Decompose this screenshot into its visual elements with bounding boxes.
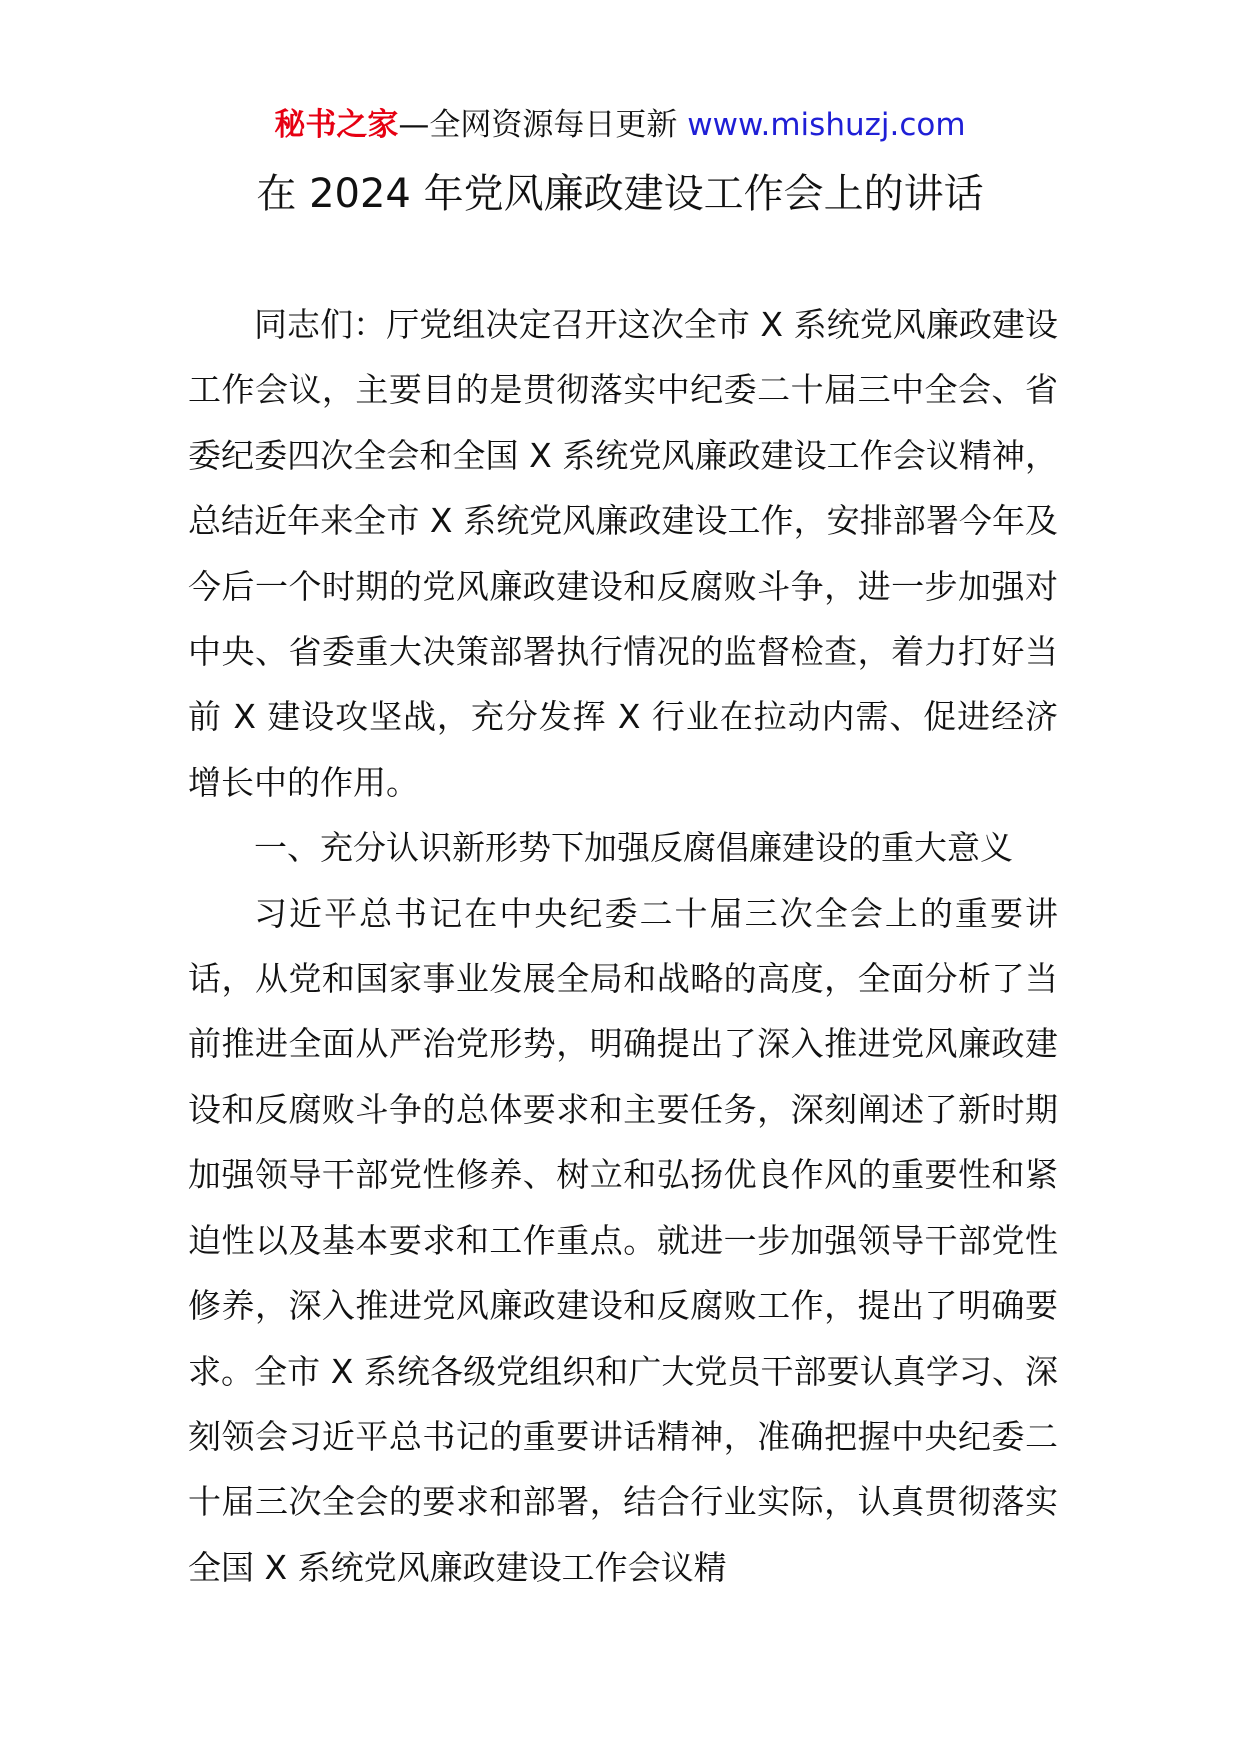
document-body bbox=[188, 292, 1058, 1600]
paragraph-section-1: 习近平总书记在中央纪委二十届三次全会上的重要讲话，从党和国家事业发展全局和战略的高度，全面分析了当前推进全面从严治党形势，明确提出了深入推进党风廉政建设和反腐败斗争的总体要求和主要任务，深刻阐述了新时期加强领导干部党性修养、树立和弘扬优良作风的重要性和紧迫性以及基本要求和工作重点。就进一步加强领导干部党性修养，深入推进党风廉政建设和反腐败工作，提出了明确要求。全市 X 系统各级党组织和广大党员干部要认真学习、深刻领会习近平总书记的重要讲话精神，准确把握中央纪委二十届三次全会的要求和部署，结合行业实际，认真贯彻落实全国 X 系统党风廉政建设工作会议精 bbox=[188, 893, 1058, 1587]
site-url-link[interactable]: www.mishuzj.com bbox=[687, 107, 966, 143]
site-header bbox=[0, 103, 1240, 147]
section-heading-1: 一、充分认识新形势下加强反腐倡廉建设的重大意义 bbox=[254, 828, 1013, 868]
brand-name: 秘书之家 bbox=[274, 107, 399, 143]
header-slogan: —全网资源每日更新 bbox=[398, 107, 688, 143]
paragraph-opening: 同志们：厅党组决定召开这次全市 X 系统党风廉政建设工作会议，主要目的是贯彻落实中纪委二十届三中全会、省委纪委四次全会和全国 X 系统党风廉政建设工作会议精神，总结近年来全市 X 系统党风廉政建设工作，安排部署今年及今后一个时期的党风廉政建设和反腐败斗争，进一步加强对中央、省委重大决策部署执行情况的监督检查，着力打好当前 X 建设攻坚战，充分发挥 X 行业在拉动内需、促进经济增长中的作用。 bbox=[188, 305, 1058, 802]
document-title: 在 2024 年党风廉政建设工作会上的讲话 bbox=[256, 171, 984, 217]
